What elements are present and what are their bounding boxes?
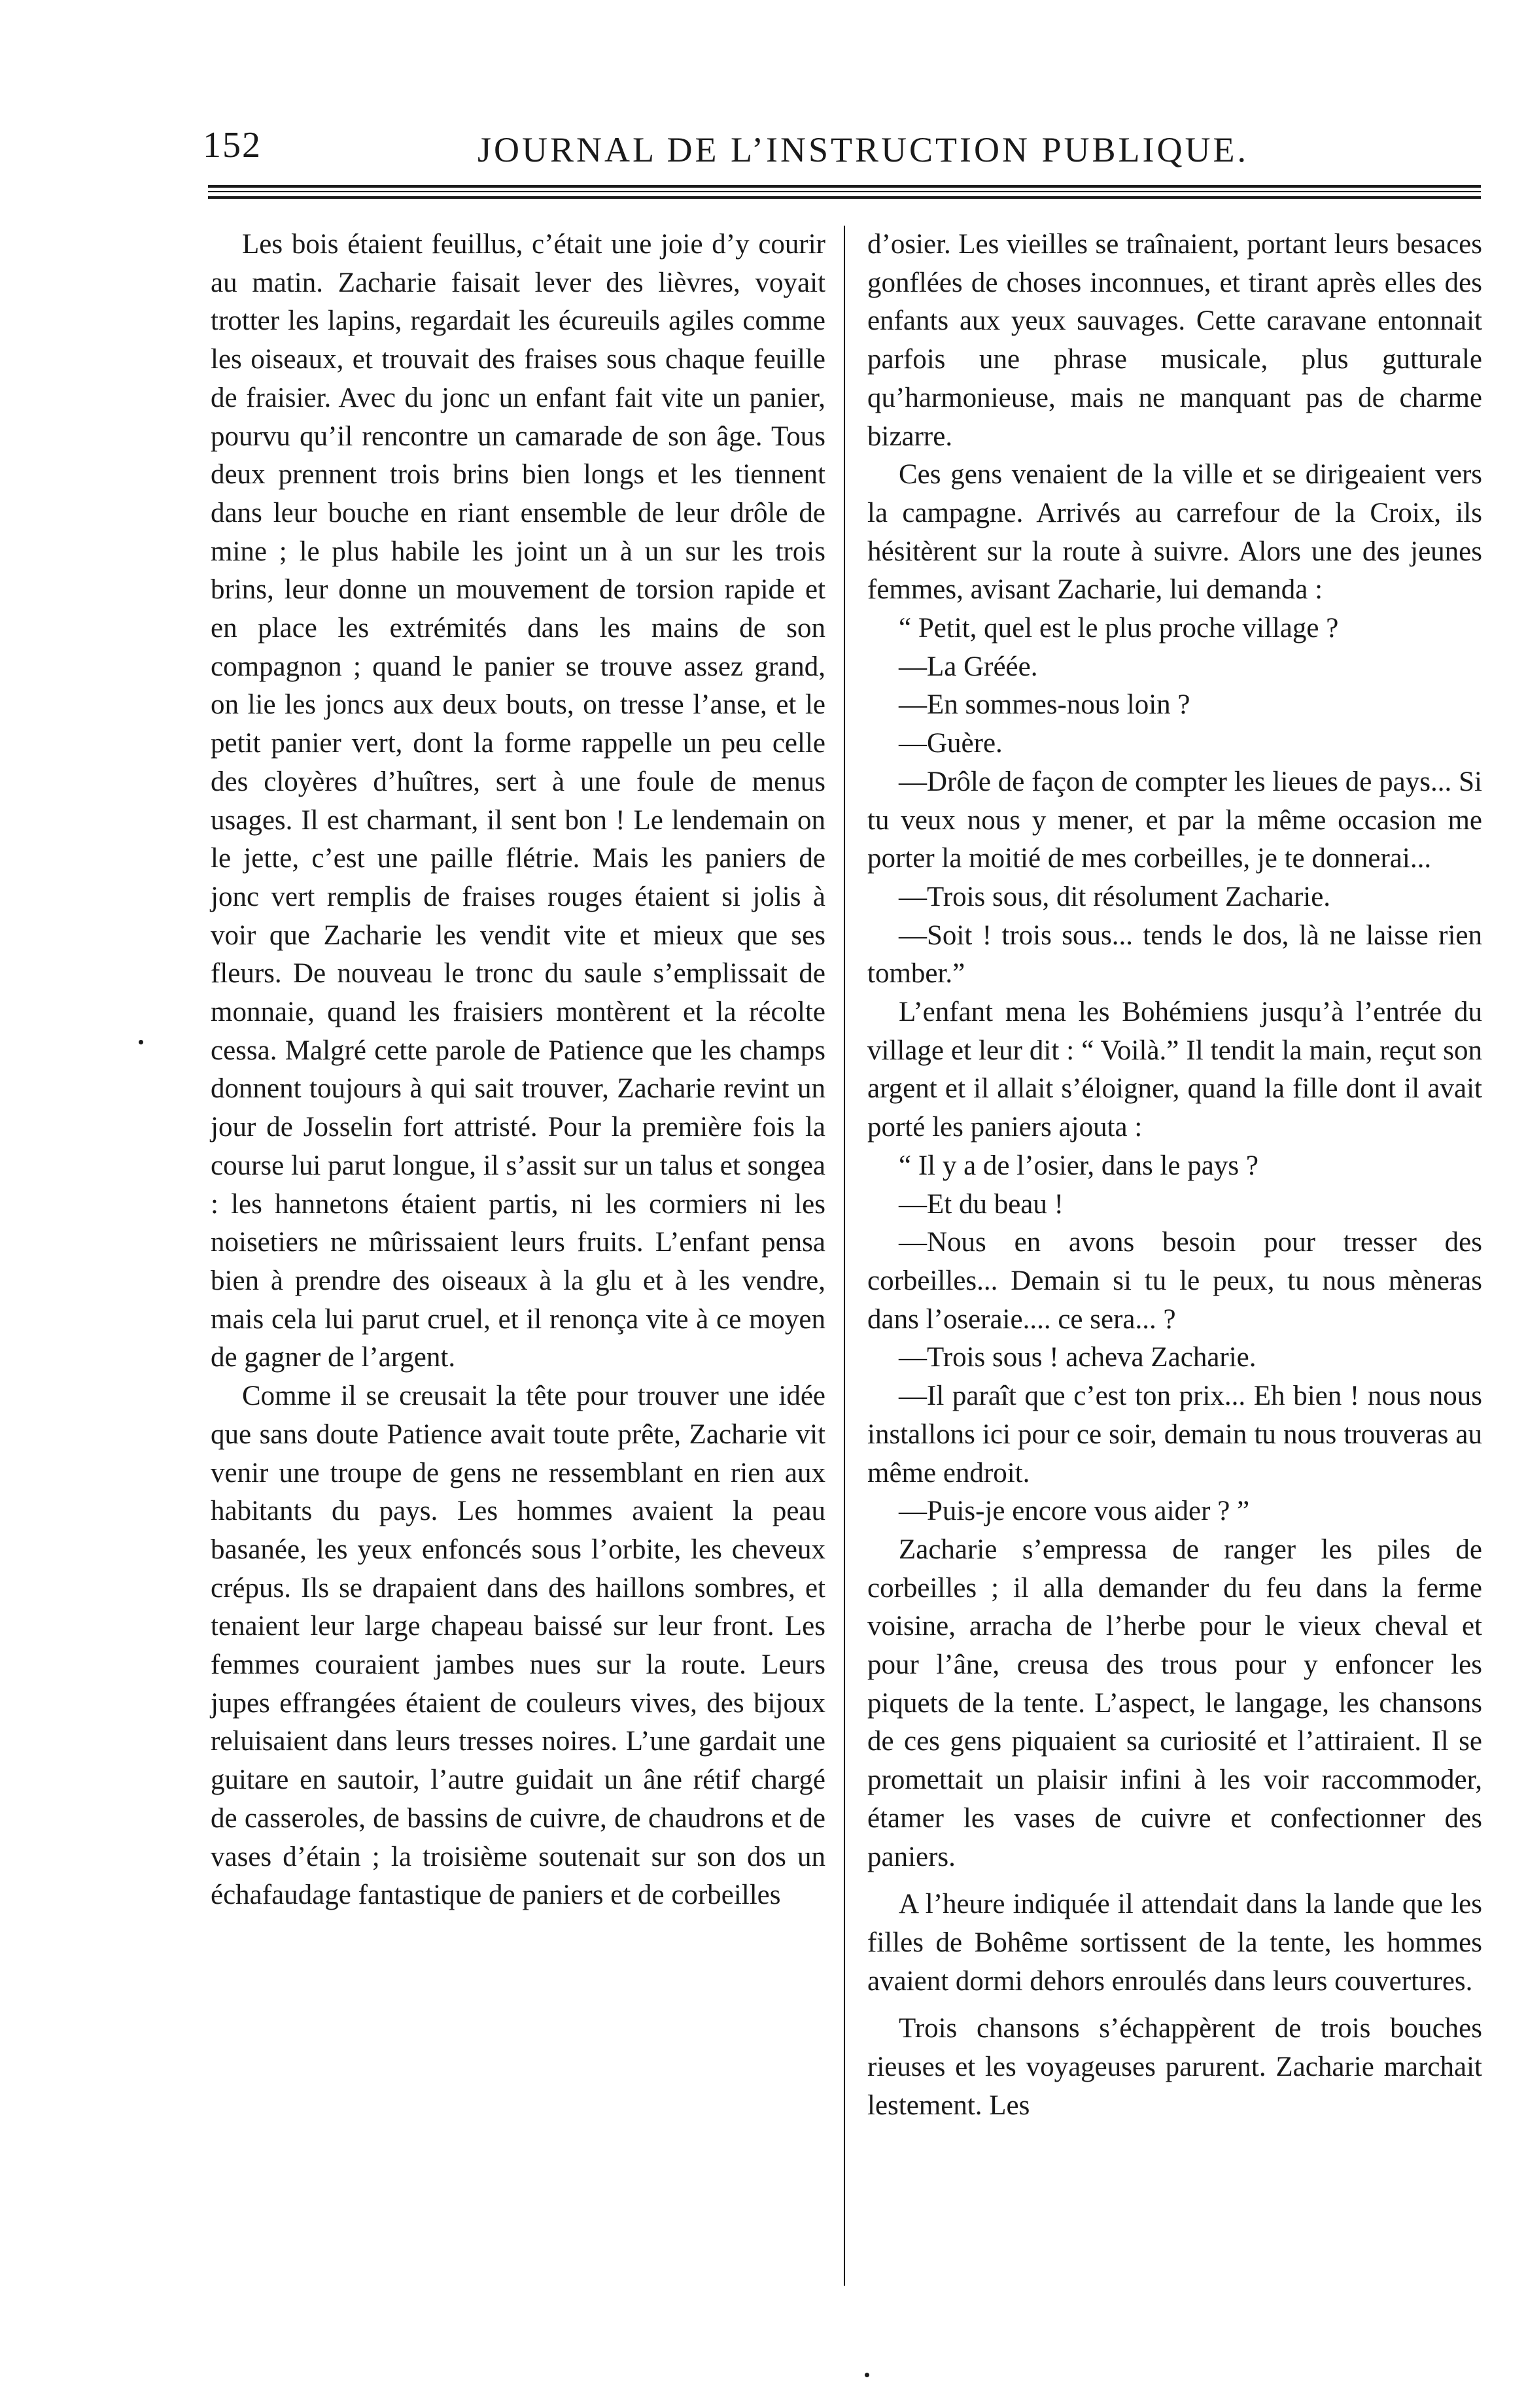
- header-rule-middle: [208, 191, 1481, 192]
- column-divider: [844, 226, 845, 2286]
- dialogue-line: —Trois sous ! acheva Zacharie.: [899, 1342, 1257, 1373]
- paragraph: L’enfant mena les Bohémiens jusqu’à l’entrée du village et leur dit : “ Voilà.” Il tendit la main, reçut son argent et il allait s’éloigner, quand la fille dont il avait porté les paniers ajouta :: [867, 997, 1482, 1143]
- header-rule-bottom: [208, 196, 1481, 199]
- dialogue-line: —En sommes-nous loin ?: [899, 689, 1190, 721]
- right-column: [867, 226, 1482, 2125]
- paragraph: Comme il se creusait la tête pour trouver une idée que sans doute Patience avait toute prête, Zacharie vit venir une troupe de gens ne ressemblant en rien aux habitants du pays. Les hommes avaient la peau basanée, les yeux enfoncés sous l’orbite, les cheveux crépus. Ils se drapaient dans des haillons sombres, et tenaient leur large chapeau baissé sur leur front. Les femmes couraient jambes nues sur la route. Leurs jupes effrangées étaient de couleurs vives, des bijoux reluisaient dans leurs tresses noires. L’une gardait une guitare en sautoir, l’autre guidait un âne rétif chargé de casseroles, de bassins de cuivre, de chaudrons et de vases d’étain ; la troisième soutenait sur son dos un échafaudage fantastique de paniers et de corbeilles: [211, 1381, 825, 1911]
- paragraph: Ces gens venaient de la ville et se dirigeaient vers la campagne. Arrivés au carrefour de la Croix, ils hésitèrent sur la route à suivre. Alors une des jeunes femmes, avisant Zacharie, lui demanda :: [867, 459, 1482, 606]
- paragraph: d’osier. Les vieilles se traînaient, portant leurs besaces gonflées de choses inconnues, et tirant après elles des enfants aux yeux sauvages. Cette caravane entonnait parfois une phrase musicale, plus gutturale qu’harmonieuse, mais ne manquant pas de charme bizarre.: [867, 229, 1482, 452]
- paragraph: Les bois étaient feuillus, c’était une joie d’y courir au matin. Zacharie faisait lever des lièvres, voyait trotter les lapins, regardait les écureuils agiles comme les oiseaux, et trouvait des fraises sous chaque feuille de fraisier. Avec du jonc un enfant fait vite un panier, pourvu qu’il rencontre un camarade de son âge. Tous deux prennent trois brins bien longs et les tiennent dans leur bouche en riant ensemble de leur drôle de mine ; le plus habile les joint un à un sur les trois brins, leur donne un mouvement de torsion rapide et en place les extrémités dans les mains de son compagnon ; quand le panier se trouve assez grand, on lie les joncs aux deux bouts, on tresse l’anse, et le petit panier vert, dont la forme rappelle un peu celle des cloyères d’huîtres, sert à une foule de menus usages. Il est charmant, il sent bon ! Le lendemain on le jette, c’est une paille flétrie. Mais les paniers de jonc vert remplis de fraises rouges étaient si jolis à voir que Zacharie les vendit vite et mieux que ses fleurs. De nouveau le tronc du saule s’emplissait de monnaie, quand les fraisiers montèrent et la récolte cessa. Malgré cette parole de Patience que les champs donnent toujours à qui sait trouver, Zacharie revint un jour de Josselin fort attristé. Pour la première fois la course lui parut longue, il s’assit sur un talus et songea : les hannetons étaient partis, ni les cormiers ni les noisetiers ne mûrissaient leurs fruits. L’enfant pensa bien à prendre des oiseaux à la glu et à les vendre, mais cela lui parut cruel, et il renonça vite à ce moyen de gagner de l’argent.: [211, 229, 825, 1373]
- dialogue-line: —Soit ! trois sous... tends le dos, là ne laisse rien tomber.”: [867, 920, 1482, 989]
- dialogue-line: —La Gréée.: [899, 651, 1038, 682]
- journal-title: JOURNAL DE L’INSTRUCTION PUBLIQUE.: [477, 130, 1249, 169]
- page-number: 152: [203, 125, 262, 165]
- dialogue-line: —Drôle de façon de compter les lieues de pays... Si tu veux nous y mener, et par la même occasion me porter la moitié de mes corbeilles, je te donnerai...: [867, 766, 1482, 874]
- paragraph: Trois chansons s’échappèrent de trois bouches rieuses et les voyageuses parurent. Zacharie marchait lestement. Les: [867, 2013, 1482, 2121]
- print-speck: [865, 2373, 869, 2377]
- header-rule-top: [208, 185, 1481, 188]
- dialogue-line: —Nous en avons besoin pour tresser des corbeilles... Demain si tu le peux, tu nous mèneras dans l’oseraie.... ce sera... ?: [867, 1227, 1482, 1335]
- dialogue-line: —Trois sous, dit résolument Zacharie.: [899, 881, 1331, 912]
- page-header: [203, 124, 1478, 183]
- dialogue-line: “ Petit, quel est le plus proche village ?: [899, 613, 1339, 644]
- dialogue-line: —Guère.: [899, 728, 1003, 759]
- dialogue-line: “ Il y a de l’osier, dans le pays ?: [899, 1150, 1258, 1181]
- paragraph: A l’heure indiquée il attendait dans la lande que les filles de Bohême sortissent de la tente, les hommes avaient dormi dehors enroulés dans leurs couvertures.: [867, 1889, 1482, 1997]
- paragraph: Zacharie s’empressa de ranger les piles de corbeilles ; il alla demander du feu dans la ferme voisine, arracha de l’herbe pour le vieux cheval et pour l’âne, creusa des trous pour y enfoncer les piquets de la tente. L’aspect, le langage, les chansons de ces gens piquaient sa curiosité et l’attiraient. Il se promettait un plaisir infini à les voir raccommoder, étamer les vases de cuivre et confectionner des paniers.: [867, 1534, 1482, 1872]
- dialogue-line: —Puis-je encore vous aider ? ”: [899, 1496, 1250, 1527]
- dialogue-line: —Il paraît que c’est ton prix... Eh bien ! nous nous installons ici pour ce soir, demain tu nous trouveras au même endroit.: [867, 1381, 1482, 1488]
- left-column: [211, 226, 825, 1915]
- print-speck: [139, 1040, 143, 1044]
- dialogue-line: —Et du beau !: [899, 1188, 1064, 1220]
